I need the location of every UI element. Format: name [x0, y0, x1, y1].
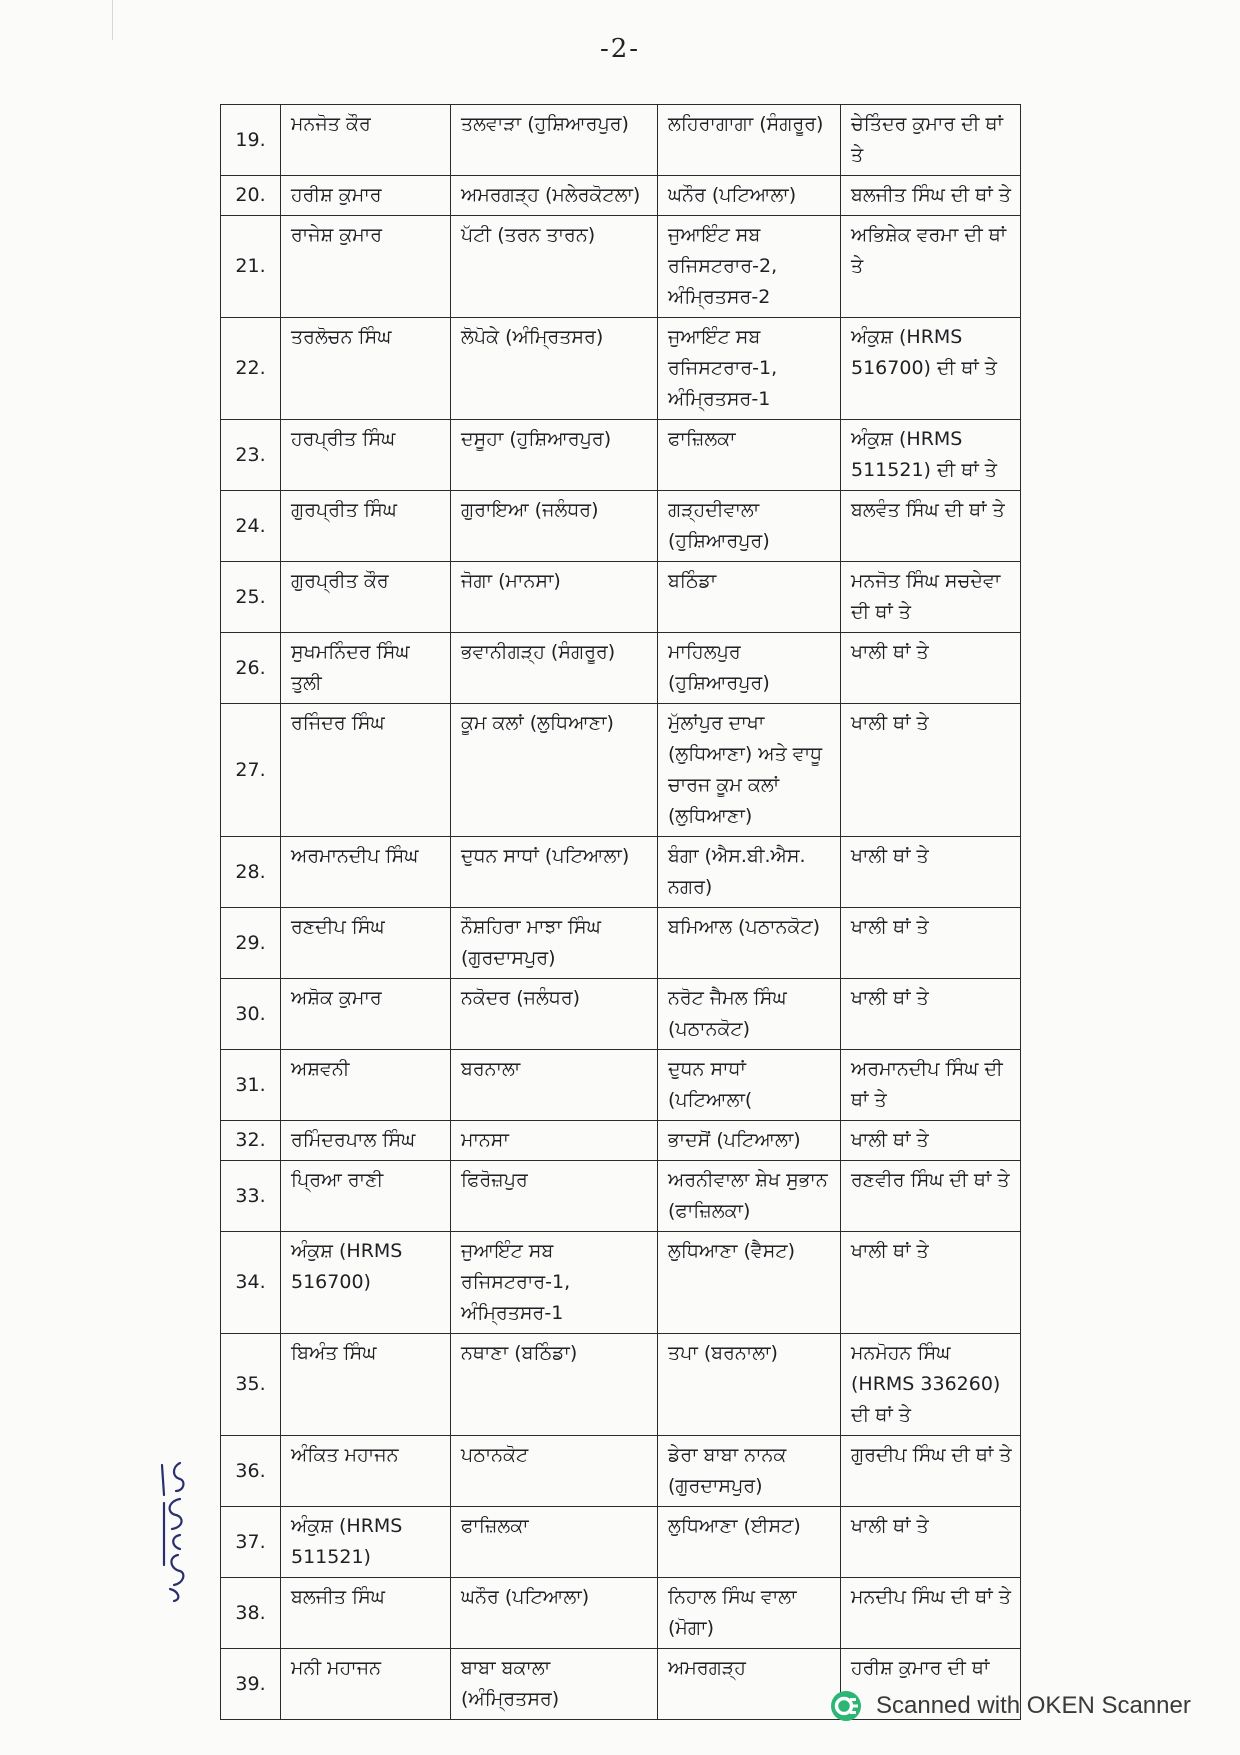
vacancy-against-cell: ਰਣਵੀਰ ਸਿੰਘ ਦੀ ਥਾਂ ਤੇ: [841, 1161, 1021, 1232]
new-posting-cell: ਬੰਗਾ (ਐਸ.ਬੀ.ਐਸ. ਨਗਰ): [658, 837, 841, 908]
employee-name-cell: ਰਮਿੰਦਰਪਾਲ ਸਿੰਘ: [281, 1121, 451, 1161]
new-posting-cell: ਲੁਧਿਆਣਾ (ਈਸਟ): [658, 1507, 841, 1578]
transfer-table: [220, 104, 1021, 1720]
serial-number-cell: 25.: [221, 562, 281, 633]
serial-number-cell: 22.: [221, 318, 281, 420]
table-row: [221, 562, 1021, 633]
new-posting-cell: ਦੁਧਨ ਸਾਧਾਂ (ਪਟਿਆਲਾ(: [658, 1050, 841, 1121]
employee-name-cell: ਸੁਖਮਨਿੰਦਰ ਸਿੰਘ ਤੁਲੀ: [281, 633, 451, 704]
current-posting-cell: ਅਮਰਗੜ੍ਹ (ਮਲੇਰਕੋਟਲਾ): [451, 176, 658, 216]
current-posting-cell: ਜੋਗਾ (ਮਾਨਸਾ): [451, 562, 658, 633]
serial-number-cell: 28.: [221, 837, 281, 908]
current-posting-cell: ਦਸੂਹਾ (ਹੁਸ਼ਿਆਰਪੁਰ): [451, 420, 658, 491]
vacancy-against-cell: ਖਾਲੀ ਥਾਂ ਤੇ: [841, 633, 1021, 704]
vacancy-against-cell: ਅੰਕੁਸ਼ (HRMS 516700) ਦੀ ਥਾਂ ਤੇ: [841, 318, 1021, 420]
current-posting-cell: ਕੂਮ ਕਲਾਂ (ਲੁਧਿਆਣਾ): [451, 704, 658, 837]
vacancy-against-cell: ਅਰਮਾਨਦੀਪ ਸਿੰਘ ਦੀ ਥਾਂ ਤੇ: [841, 1050, 1021, 1121]
current-posting-cell: ਪਠਾਨਕੋਟ: [451, 1436, 658, 1507]
vacancy-against-cell: ਖਾਲੀ ਥਾਂ ਤੇ: [841, 1232, 1021, 1334]
employee-name-cell: ਤਰਲੋਚਨ ਸਿੰਘ: [281, 318, 451, 420]
new-posting-cell: ਬਠਿੰਡਾ: [658, 562, 841, 633]
vacancy-against-cell: ਖਾਲੀ ਥਾਂ ਤੇ: [841, 837, 1021, 908]
new-posting-cell: ਮੁੱਲਾਂਪੁਰ ਦਾਖਾ (ਲੁਧਿਆਣਾ) ਅਤੇ ਵਾਧੂ ਚਾਰਜ ਕੂਮ ਕਲਾਂ (ਲੁਧਿਆਣਾ): [658, 704, 841, 837]
current-posting-cell: ਪੱਟੀ (ਤਰਨ ਤਾਰਨ): [451, 216, 658, 318]
scanner-watermark: [828, 1688, 1191, 1724]
new-posting-cell: ਗੜ੍ਹਦੀਵਾਲਾ (ਹੁਸ਼ਿਆਰਪੁਰ): [658, 491, 841, 562]
employee-name-cell: ਅੰਕੁਸ਼ (HRMS 511521): [281, 1507, 451, 1578]
new-posting-cell: ਘਨੌਰ (ਪਟਿਆਲਾ): [658, 176, 841, 216]
serial-number-cell: 30.: [221, 979, 281, 1050]
serial-number-cell: 23.: [221, 420, 281, 491]
new-posting-cell: ਲੁਧਿਆਣਾ (ਵੈਸਟ): [658, 1232, 841, 1334]
vacancy-against-cell: ਖਾਲੀ ਥਾਂ ਤੇ: [841, 979, 1021, 1050]
serial-number-cell: 35.: [221, 1334, 281, 1436]
current-posting-cell: ਲੋਪੋਕੇ (ਅੰਮ੍ਰਿਤਸਰ): [451, 318, 658, 420]
employee-name-cell: ਪ੍ਰਿਆ ਰਾਣੀ: [281, 1161, 451, 1232]
serial-number-cell: 33.: [221, 1161, 281, 1232]
table-row: [221, 1507, 1021, 1578]
serial-number-cell: 27.: [221, 704, 281, 837]
serial-number-cell: 38.: [221, 1578, 281, 1649]
table-row: [221, 1232, 1021, 1334]
table-row: [221, 491, 1021, 562]
current-posting-cell: ਭਵਾਨੀਗੜ੍ਹ (ਸੰਗਰੂਰ): [451, 633, 658, 704]
serial-number-cell: 21.: [221, 216, 281, 318]
serial-number-cell: 32.: [221, 1121, 281, 1161]
employee-name-cell: ਅਰਮਾਨਦੀਪ ਸਿੰਘ: [281, 837, 451, 908]
transfer-table-body: [221, 105, 1021, 1720]
current-posting-cell: ਬਰਨਾਲਾ: [451, 1050, 658, 1121]
vacancy-against-cell: ਬਲਜੀਤ ਸਿੰਘ ਦੀ ਥਾਂ ਤੇ: [841, 176, 1021, 216]
oken-scanner-logo-icon: [828, 1688, 864, 1724]
employee-name-cell: ਅੰਕਿਤ ਮਹਾਜਨ: [281, 1436, 451, 1507]
current-posting-cell: ਨਥਾਣਾ (ਬਠਿੰਡਾ): [451, 1334, 658, 1436]
table-row: [221, 633, 1021, 704]
table-row: [221, 837, 1021, 908]
employee-name-cell: ਹਰਪ੍ਰੀਤ ਸਿੰਘ: [281, 420, 451, 491]
employee-name-cell: ਮਨਜੋਤ ਕੌਰ: [281, 105, 451, 176]
new-posting-cell: ਫਾਜ਼ਿਲਕਾ: [658, 420, 841, 491]
table-row: [221, 216, 1021, 318]
new-posting-cell: ਅਰਨੀਵਾਲਾ ਸ਼ੇਖ ਸੁਭਾਨ (ਫਾਜ਼ਿਲਕਾ): [658, 1161, 841, 1232]
new-posting-cell: ਜੁਆਇੰਟ ਸਬ ਰਜਿਸਟਰਾਰ-2, ਅੰਮ੍ਰਿਤਸਰ-2: [658, 216, 841, 318]
serial-number-cell: 20.: [221, 176, 281, 216]
table-row: [221, 1161, 1021, 1232]
vacancy-against-cell: ਹਰੀਸ਼ ਕੁਮਾਰ ਦੀ ਥਾਂ: [841, 1649, 1021, 1720]
scanner-watermark-text: Scanned with OKEN Scanner: [876, 1692, 1191, 1719]
vacancy-against-cell: ਮਨਮੋਹਨ ਸਿੰਘ (HRMS 336260) ਦੀ ਥਾਂ ਤੇ: [841, 1334, 1021, 1436]
table-row: [221, 1334, 1021, 1436]
serial-number-cell: 34.: [221, 1232, 281, 1334]
employee-name-cell: ਗੁਰਪ੍ਰੀਤ ਕੌਰ: [281, 562, 451, 633]
serial-number-cell: 31.: [221, 1050, 281, 1121]
table-row: [221, 1121, 1021, 1161]
current-posting-cell: ਫਾਜ਼ਿਲਕਾ: [451, 1507, 658, 1578]
new-posting-cell: ਡੇਰਾ ਬਾਬਾ ਨਾਨਕ (ਗੁਰਦਾਸਪੁਰ): [658, 1436, 841, 1507]
current-posting-cell: ਘਨੌਰ (ਪਟਿਆਲਾ): [451, 1578, 658, 1649]
serial-number-cell: 39.: [221, 1649, 281, 1720]
serial-number-cell: 37.: [221, 1507, 281, 1578]
employee-name-cell: ਹਰੀਸ਼ ਕੁਮਾਰ: [281, 176, 451, 216]
table-row: [221, 979, 1021, 1050]
new-posting-cell: ਜੁਆਇੰਟ ਸਬ ਰਜਿਸਟਰਾਰ-1, ਅੰਮ੍ਰਿਤਸਰ-1: [658, 318, 841, 420]
serial-number-cell: 24.: [221, 491, 281, 562]
current-posting-cell: ਮਾਨਸਾ: [451, 1121, 658, 1161]
vacancy-against-cell: ਚੇਤਿੰਦਰ ਕੁਮਾਰ ਦੀ ਥਾਂ ਤੇ: [841, 105, 1021, 176]
employee-name-cell: ਮਨੀ ਮਹਾਜਨ: [281, 1649, 451, 1720]
new-posting-cell: ਅਮਰਗੜ੍ਹ: [658, 1649, 841, 1720]
new-posting-cell: ਨਰੋਟ ਜੈਮਲ ਸਿੰਘ (ਪਠਾਨਕੋਟ): [658, 979, 841, 1050]
employee-name-cell: ਬਿਅੰਤ ਸਿੰਘ: [281, 1334, 451, 1436]
new-posting-cell: ਨਿਹਾਲ ਸਿੰਘ ਵਾਲਾ (ਮੋਗਾ): [658, 1578, 841, 1649]
vacancy-against-cell: ਖਾਲੀ ਥਾਂ ਤੇ: [841, 908, 1021, 979]
employee-name-cell: ਰਣਦੀਪ ਸਿੰਘ: [281, 908, 451, 979]
employee-name-cell: ਬਲਜੀਤ ਸਿੰਘ: [281, 1578, 451, 1649]
vacancy-against-cell: ਖਾਲੀ ਥਾਂ ਤੇ: [841, 704, 1021, 837]
current-posting-cell: ਗੁਰਾਇਆ (ਜਲੰਧਰ): [451, 491, 658, 562]
employee-name-cell: ਅਸ਼ਵਨੀ: [281, 1050, 451, 1121]
current-posting-cell: ਨਕੋਦਰ (ਜਲੰਧਰ): [451, 979, 658, 1050]
page-number: -2-: [599, 34, 641, 64]
employee-name-cell: ਅੰਕੁਸ਼ (HRMS 516700): [281, 1232, 451, 1334]
current-posting-cell: ਫਿਰੋਜ਼ਪੁਰ: [451, 1161, 658, 1232]
handwritten-signature: [150, 1455, 194, 1605]
employee-name-cell: ਗੁਰਪ੍ਰੀਤ ਸਿੰਘ: [281, 491, 451, 562]
vacancy-against-cell: ਬਲਵੰਤ ਸਿੰਘ ਦੀ ਥਾਂ ਤੇ: [841, 491, 1021, 562]
serial-number-cell: 19.: [221, 105, 281, 176]
employee-name-cell: ਅਸ਼ੋਕ ਕੁਮਾਰ: [281, 979, 451, 1050]
serial-number-cell: 26.: [221, 633, 281, 704]
current-posting-cell: ਤਲਵਾੜਾ (ਹੁਸ਼ਿਆਰਪੁਰ): [451, 105, 658, 176]
table-row: [221, 908, 1021, 979]
employee-name-cell: ਰਜਿੰਦਰ ਸਿੰਘ: [281, 704, 451, 837]
vacancy-against-cell: ਮਨਜੋਤ ਸਿੰਘ ਸਚਦੇਵਾ ਦੀ ਥਾਂ ਤੇ: [841, 562, 1021, 633]
vacancy-against-cell: ਗੁਰਦੀਪ ਸਿੰਘ ਦੀ ਥਾਂ ਤੇ: [841, 1436, 1021, 1507]
vacancy-against-cell: ਅਭਿਸ਼ੇਕ ਵਰਮਾ ਦੀ ਥਾਂ ਤੇ: [841, 216, 1021, 318]
vacancy-against-cell: ਖਾਲੀ ਥਾਂ ਤੇ: [841, 1121, 1021, 1161]
vacancy-against-cell: ਮਨਦੀਪ ਸਿੰਘ ਦੀ ਥਾਂ ਤੇ: [841, 1578, 1021, 1649]
employee-name-cell: ਰਾਜੇਸ਼ ਕੁਮਾਰ: [281, 216, 451, 318]
new-posting-cell: ਭਾਦਸੋਂ (ਪਟਿਆਲਾ): [658, 1121, 841, 1161]
serial-number-cell: 36.: [221, 1436, 281, 1507]
table-row: [221, 176, 1021, 216]
new-posting-cell: ਮਾਹਿਲਪੁਰ (ਹੁਸ਼ਿਆਰਪੁਰ): [658, 633, 841, 704]
vacancy-against-cell: ਖਾਲੀ ਥਾਂ ਤੇ: [841, 1507, 1021, 1578]
new-posting-cell: ਤਪਾ (ਬਰਨਾਲਾ): [658, 1334, 841, 1436]
current-posting-cell: ਦੁਧਨ ਸਾਧਾਂ (ਪਟਿਆਲਾ): [451, 837, 658, 908]
table-row: [221, 1436, 1021, 1507]
current-posting-cell: ਬਾਬਾ ਬਕਾਲਾ (ਅੰਮ੍ਰਿਤਸਰ): [451, 1649, 658, 1720]
table-row: [221, 704, 1021, 837]
current-posting-cell: ਜੁਆਇੰਟ ਸਬ ਰਜਿਸਟਰਾਰ-1, ਅੰਮ੍ਰਿਤਸਰ-1: [451, 1232, 658, 1334]
table-row: [221, 1050, 1021, 1121]
vacancy-against-cell: ਅੰਕੁਸ਼ (HRMS 511521) ਦੀ ਥਾਂ ਤੇ: [841, 420, 1021, 491]
table-row: [221, 318, 1021, 420]
new-posting-cell: ਬਮਿਆਲ (ਪਠਾਨਕੋਟ): [658, 908, 841, 979]
table-row: [221, 105, 1021, 176]
new-posting-cell: ਲਹਿਰਾਗਾਗਾ (ਸੰਗਰੂਰ): [658, 105, 841, 176]
current-posting-cell: ਨੌਸ਼ਹਿਰਾ ਮਾਝਾ ਸਿੰਘ (ਗੁਰਦਾਸਪੁਰ): [451, 908, 658, 979]
serial-number-cell: 29.: [221, 908, 281, 979]
table-row: [221, 420, 1021, 491]
table-row: [221, 1578, 1021, 1649]
